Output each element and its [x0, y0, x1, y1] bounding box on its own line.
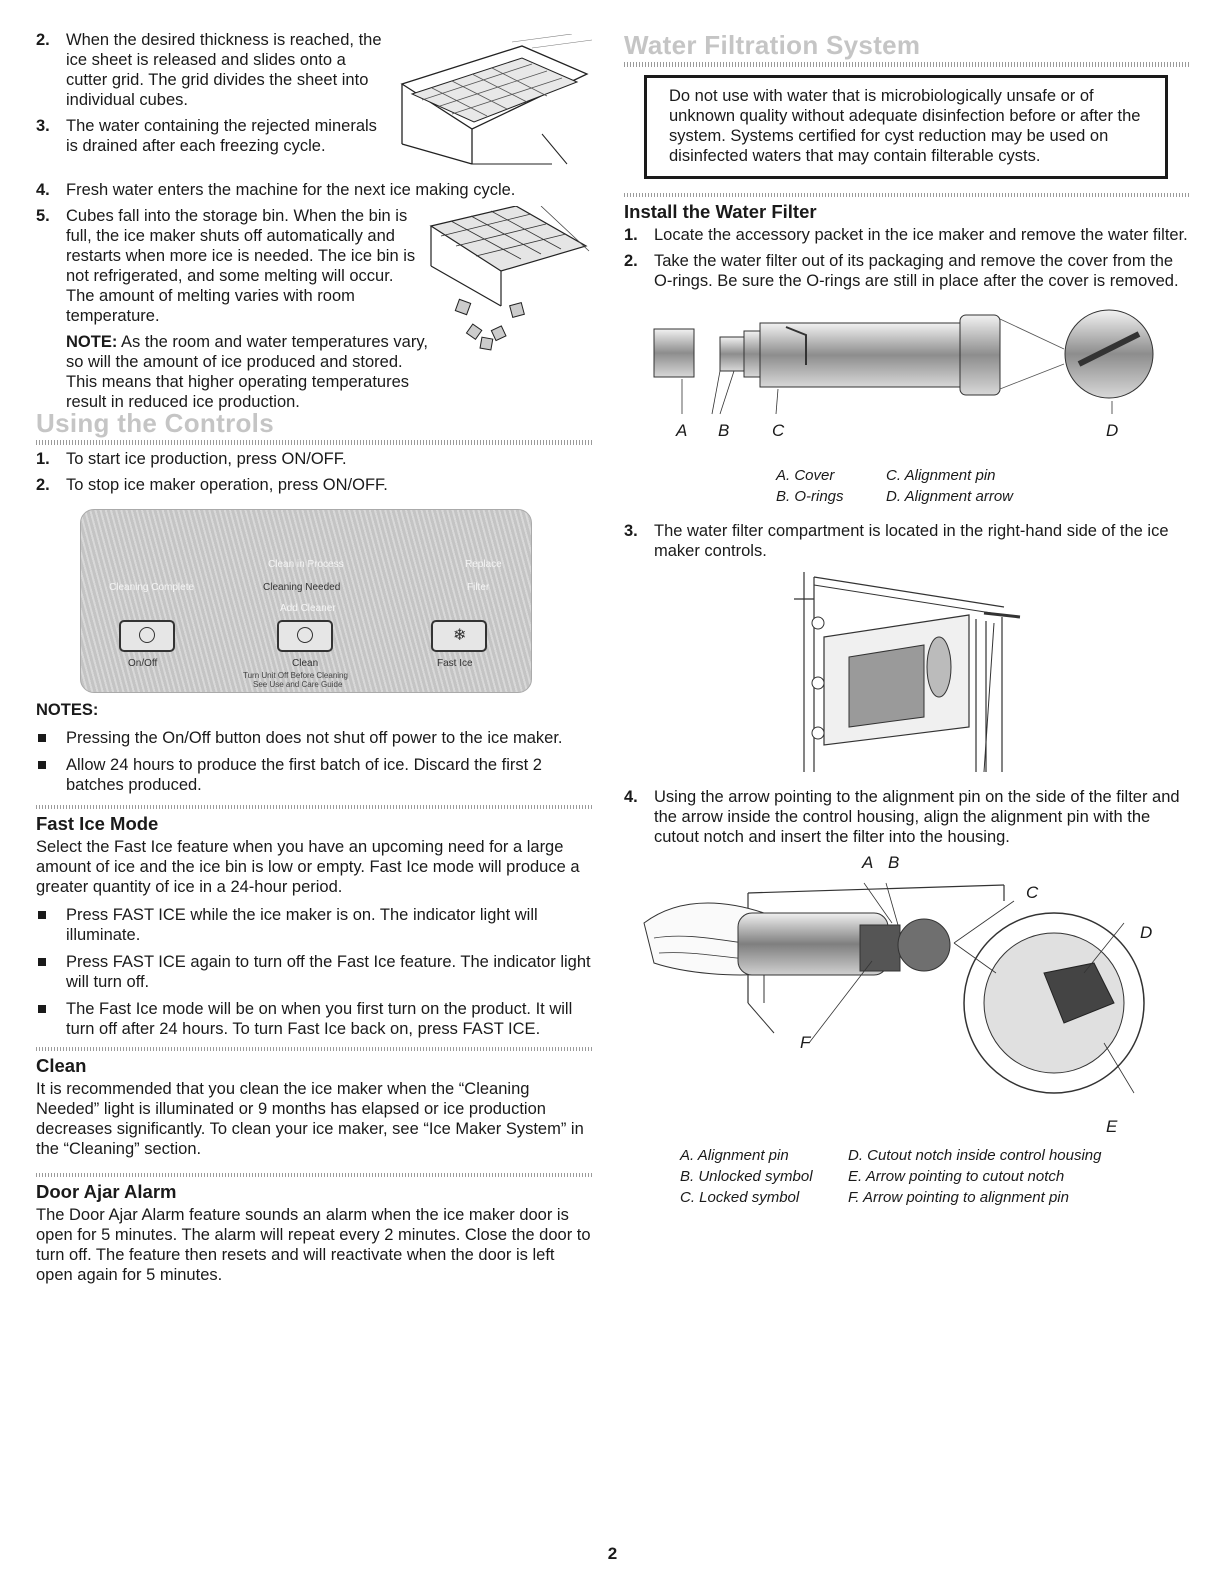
- section-divider: [36, 1173, 592, 1177]
- paragraph: It is recommended that you clean the ice maker when the “Cleaning Needed” light is illuminated or 9 months has elapsed or ice production decreases significantly. To clean your ice maker, see “Ice Maker System” in the “Cleaning” section.: [36, 1080, 584, 1158]
- notes-title: NOTES:: [36, 701, 99, 719]
- paragraph: The Door Ajar Alarm feature sounds an alarm when the ice maker door is open for 5 minutes. The alarm will repeat every 2 minutes. Close the door to turn off. The feature then resets and will reactivate when the door is left open again for 5 minutes.: [36, 1206, 591, 1284]
- section-title: Using the Controls: [36, 408, 274, 438]
- list-item: Allow 24 hours to produce the first batch of ice. Discard the first 2 batches produced.: [36, 755, 592, 795]
- power-icon: [139, 627, 155, 643]
- step-item: 3. The water containing the rejected minerals is drained after each freezing cycle.: [36, 117, 377, 155]
- control-panel: [80, 509, 532, 693]
- panel-label-turn-unit-off: Turn Unit Off Before Cleaning: [243, 671, 348, 680]
- section-divider: [36, 1047, 592, 1051]
- diagram-letter-b: B: [718, 421, 730, 440]
- section-divider: [36, 440, 592, 445]
- clean-button[interactable]: [277, 620, 333, 652]
- using-controls-section: [36, 408, 592, 495]
- list-item: Press FAST ICE while the ice maker is on. The indicator light will illuminate.: [36, 905, 592, 945]
- intro-steps-bottom: [36, 206, 592, 411]
- subsection-title: Clean: [36, 1055, 87, 1076]
- step-item: 3. The water filter compartment is located in the right-hand side of the ice maker controls.: [624, 522, 1169, 560]
- subsection-title: Door Ajar Alarm: [36, 1181, 177, 1202]
- insert-filter-illustration: [624, 853, 1190, 1143]
- filter-compartment-illustration: [624, 567, 1190, 777]
- panel-label-clean: Clean: [292, 658, 319, 669]
- water-filter-diagram: [624, 309, 1190, 459]
- door-ajar-section: [36, 1173, 592, 1285]
- diagram-letter-a: A: [676, 421, 688, 440]
- section-divider: [36, 805, 592, 809]
- diagram-letter-c: C: [772, 421, 785, 440]
- fast-ice-section: [36, 805, 592, 1039]
- notes-section: [36, 701, 592, 795]
- list-item: Pressing the On/Off button does not shut off power to the ice maker.: [36, 728, 592, 748]
- step-item: 5. Cubes fall into the storage bin. When the bin is full, the ice maker shuts off automatically and restarts when more ice is needed. The ice bin is not refrigerated, and some melting will occur. The amount of melting varies with room temperature.: [36, 207, 416, 325]
- clean-section: [36, 1047, 592, 1159]
- diagram-letter-a: A: [862, 853, 874, 872]
- step-item: 4. Using the arrow pointing to the alignment pin on the side of the filter and the arrow inside the control housing, align the alignment pin with the cutout notch and insert the filter into the housing.: [624, 788, 1180, 846]
- list-item: The Fast Ice mode will be on when you first turn on the product. It will turn off after 24 hours. To turn Fast Ice back on, press FAST ICE.: [36, 999, 592, 1039]
- note-paragraph: NOTE: As the room and water temperatures vary, so will the amount of ice produced and stored. This means that higher operating temperatures result in reduced ice production.: [66, 333, 428, 411]
- ice-bin-illustration: [421, 206, 591, 356]
- left-column: [36, 30, 592, 1285]
- insert-filter-diagram: [624, 853, 1190, 1143]
- panel-label-clean-in-process: Clean in Process: [268, 559, 344, 570]
- diagram-letter-b: B: [888, 853, 900, 872]
- step-item: 2. When the desired thickness is reached, the ice sheet is released and slides onto a cutter grid. The grid divides the sheet into individual cubes.: [36, 31, 382, 109]
- panel-label-on-off: On/Off: [128, 658, 158, 669]
- on-off-button[interactable]: [119, 620, 175, 652]
- panel-label-fast-ice: Fast Ice: [437, 658, 473, 669]
- panel-label-filter: Filter: [467, 582, 490, 593]
- panel-label-cleaning-needed: Cleaning Needed: [263, 582, 341, 593]
- step-item: 1. To start ice production, press ON/OFF.: [36, 450, 347, 468]
- right-column: [624, 30, 1190, 1211]
- insert-captions: A. Alignment pin B. Unlocked symbol C. Locked symbol D. Cutout notch inside control housing E. Arrow pointing to cutout notch F. Arrow pointing to alignment pin: [680, 1147, 1102, 1206]
- step-item: 4. Fresh water enters the machine for the next ice making cycle.: [36, 181, 516, 199]
- section-divider: [624, 62, 1190, 67]
- intro-steps-top: [36, 30, 592, 180]
- snowflake-icon: ❄: [453, 627, 467, 644]
- diagram-letter-d: D: [1106, 421, 1119, 440]
- diagram-letter-c: C: [1026, 883, 1039, 902]
- step-item: 2. Take the water filter out of its packaging and remove the cover from the O-rings. Be sure the O-rings are still in place after the cover is removed.: [624, 252, 1179, 290]
- paragraph: Select the Fast Ice feature when you have an upcoming need for a large amount of ice and the ice bin is low or empty. Fast Ice mode will produce a greater quantity of ice in a 24-hour period.: [36, 838, 580, 896]
- subsection-title: Install the Water Filter: [624, 201, 817, 222]
- diagram-letter-e: E: [1106, 1117, 1118, 1136]
- section-title: Water Filtration System: [624, 30, 921, 60]
- subsection-title: Fast Ice Mode: [36, 813, 159, 834]
- filter-captions: A. Cover B. O-rings C. Alignment pin D. Alignment arrow: [776, 467, 1013, 505]
- water-filter-illustration: [624, 309, 1190, 429]
- diagram-letter-f: F: [800, 1033, 811, 1052]
- panel-label-cleaning-complete: Cleaning Complete: [109, 582, 195, 593]
- clean-icon: [294, 624, 316, 646]
- list-item: Press FAST ICE again to turn off the Fast Ice feature. The indicator light will turn off.: [36, 952, 592, 992]
- panel-label-add-cleaner: Add Cleaner: [280, 603, 336, 614]
- warning-box: Do not use with water that is microbiologically unsafe or of unknown quality without adequate disinfection before or after the system. Systems certified for cyst reduction may be used on disinfected waters that may contain filterable cysts.: [644, 75, 1168, 179]
- panel-label-see-use-care: See Use and Care Guide: [253, 680, 343, 689]
- step-item: 2. To stop ice maker operation, press ON/OFF.: [36, 476, 388, 494]
- ice-sheet-illustration: [392, 34, 592, 169]
- step-item: 1. Locate the accessory packet in the ice maker and remove the water filter.: [624, 226, 1188, 244]
- fast-ice-button[interactable]: [431, 620, 487, 652]
- section-divider: [624, 193, 1190, 197]
- panel-label-replace: Replace: [465, 559, 502, 570]
- page-number: 2: [607, 1544, 618, 1563]
- diagram-letter-d: D: [1140, 923, 1153, 942]
